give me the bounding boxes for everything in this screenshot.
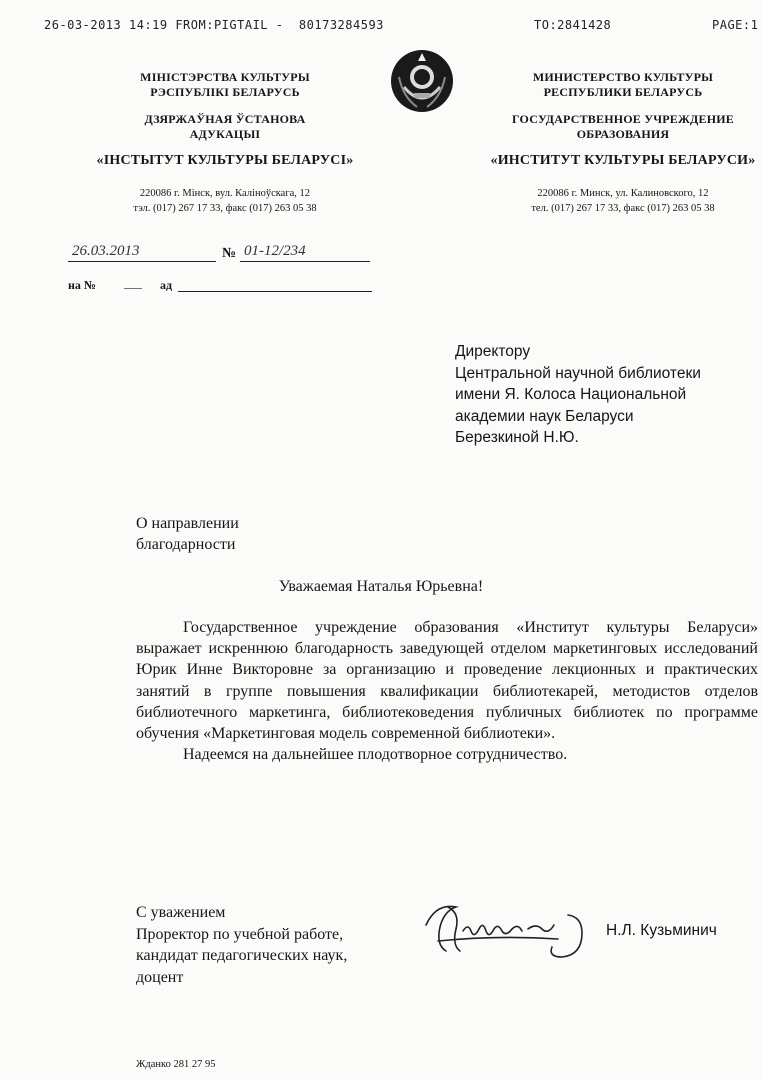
ref-date-line: [178, 291, 372, 292]
greeting: Уважаемая Наталья Юрьевна!: [278, 578, 484, 595]
ref-label: на №: [68, 278, 96, 292]
address-ru: 220086 г. Минск, ул. Калиновского, 12: [537, 188, 709, 199]
fax-header-from: [44, 18, 384, 32]
body-paragraph: Надеемся на дальнейшее плодотворное сотрудничество.: [183, 746, 568, 764]
handwritten-signature: [418, 895, 618, 970]
signature-block: С уважением Проректор по учебной работе, кандидат педагогических наук, доцент: [136, 904, 348, 986]
letterhead-right: [478, 70, 762, 216]
reg-number-label: №: [222, 246, 237, 261]
address-by: 220086 г. Мінск, вул. Калiноўскага, 12: [139, 188, 311, 199]
reg-number: 01-12/234: [244, 243, 306, 259]
executor-footer: Жданко 281 27 95: [136, 1059, 216, 1070]
signer-name: Н.Л. Кузьминич: [606, 922, 717, 939]
letter-body: [136, 617, 758, 765]
subject: О направлении благодарности: [136, 515, 239, 553]
addressee-block: Директору Центральной научной библиотеки имени Я. Колоса Национальной академии наук Беларуси Березкиной Н.Ю.: [455, 343, 701, 446]
fax-page: PAGE:1: [712, 18, 759, 32]
phone-by: тэл. (017) 267 17 33, факс (017) 263 05 38: [133, 203, 317, 214]
ministry-ru: МИНИСТЕРСТВО КУЛЬТУРЫ РЕСПУБЛИКИ БЕЛАРУСЬ: [532, 70, 714, 99]
state-emblem-icon: [387, 47, 457, 120]
fax-to: TO:2841428: [534, 18, 612, 32]
fax-date-time: 26-03-2013 14:19 FROM:PIGTAIL -: [44, 18, 284, 32]
institution-type-by: ДЗЯРЖАЎНАЯ ЎСТАНОВА АДУКАЦЫІ: [144, 112, 306, 141]
ref-number: ___: [124, 276, 142, 290]
letterhead-left: [90, 70, 360, 216]
reg-date: 26.03.2013: [72, 243, 140, 259]
ref-from-label: ад: [160, 278, 173, 292]
phone-ru: тел. (017) 267 17 33, факс (017) 263 05 38: [531, 203, 715, 214]
institution-name-ru: «ИНСТИТУТ КУЛЬТУРЫ БЕЛАРУСИ»: [490, 153, 756, 168]
body-paragraph: Государственное учреждение образования «Институт культуры Беларуси» выражает искреннюю благодарность заведующей отделом маркетинговых исследований Юрик Инне Викторовне за организацию и проведение лекционных и практических занятий в группе повышения квалификации библиотекарей, методистов отделов библиотечного маркетинга, библиотековедения публичных библиотек по программе обучения «Маркетинговая модель современной библиотеки».: [136, 619, 758, 743]
ministry-by: МІНІСТЭРСТВА КУЛЬТУРЫ РЭСПУБЛІКІ БЕЛАРУСЬ: [140, 70, 310, 99]
reg-date-line: [68, 261, 216, 262]
reg-number-line: [240, 261, 370, 262]
fax-from-number: 80173284593: [298, 18, 384, 32]
institution-type-ru: ГОСУДАРСТВЕННОЕ УЧРЕЖДЕНИЕ ОБРАЗОВАНИЯ: [512, 112, 734, 141]
institution-name-by: «ІНСТЫТУТ КУЛЬТУРЫ БЕЛАРУСІ»: [96, 153, 354, 168]
